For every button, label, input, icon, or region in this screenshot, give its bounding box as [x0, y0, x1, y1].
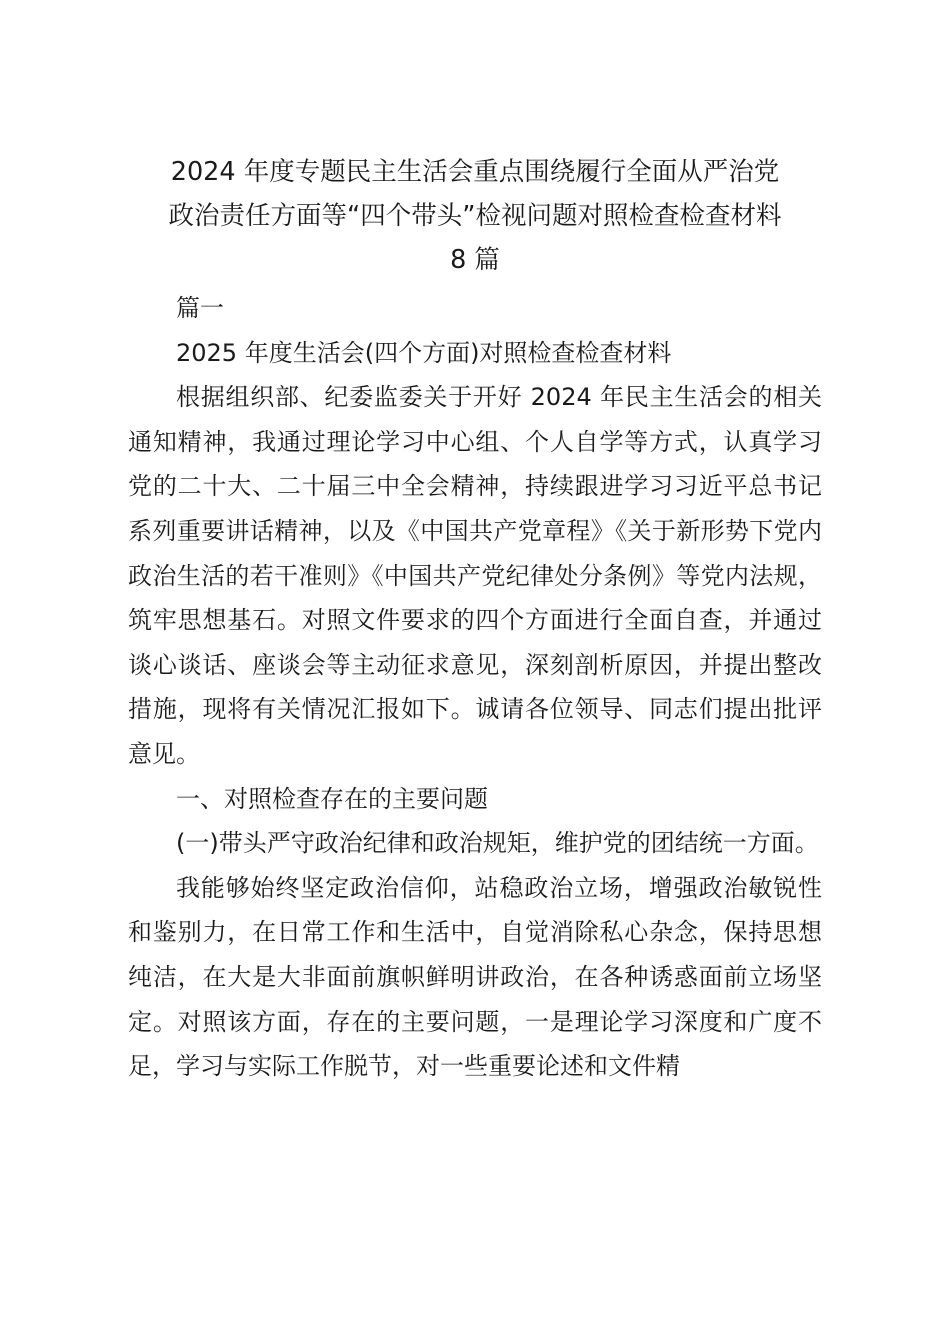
- title-line-3: 8 篇: [450, 245, 500, 275]
- title-line-1: 2024 年度专题民主生活会重点围绕履行全面从严治党: [170, 157, 780, 187]
- document-title: [120, 150, 830, 282]
- heading-main-problems: 一、对照检查存在的主要问题: [176, 784, 488, 813]
- intro-paragraph: 根据组织部、纪委监委关于开好 2024 年民主生活会的相关通知精神，我通过理论学习中心组、个人自学等方式，认真学习党的二十大、二十届三中全会精神，持续跟进学习习近平总书记系列重要讲话精神，以及《中国共产党章程》《关于新形势下党内政治生活的若干准则》《中国共产党纪律处分条例》等党内法规，筑牢思想基石。对照文件要求的四个方面进行全面自查，并通过谈心谈话、座谈会等主动征求意见，深刻剖析原因，并提出整改措施，现将有关情况汇报如下。诚请各位领导、同志们提出批评意见。: [128, 383, 822, 768]
- title-line-2: 政治责任方面等“四个带头”检视问题对照检查检查材料: [168, 201, 782, 231]
- heading-subsection-1: (一)带头严守政治纪律和政治规矩，维护党的团结统一方面。: [176, 829, 819, 858]
- body-paragraph-2: 我能够始终坚定政治信仰，站稳政治立场，增强政治敏锐性和鉴别力，在日常工作和生活中，自觉消除私心杂念，保持思想纯洁，在大是大非面前旗帜鲜明讲政治，在各种诱惑面前立场坚定。对照该方面，存在的主要问题，一是理论学习深度和广度不足，学习与实际工作脱节，对一些重要论述和文件精: [128, 873, 822, 1081]
- document-body: [128, 150, 822, 1089]
- section-label: 篇一: [176, 294, 224, 322]
- document-content: [128, 286, 822, 1089]
- section-subtitle: 2025 年度生活会(四个方面)对照检查检查材料: [176, 338, 672, 367]
